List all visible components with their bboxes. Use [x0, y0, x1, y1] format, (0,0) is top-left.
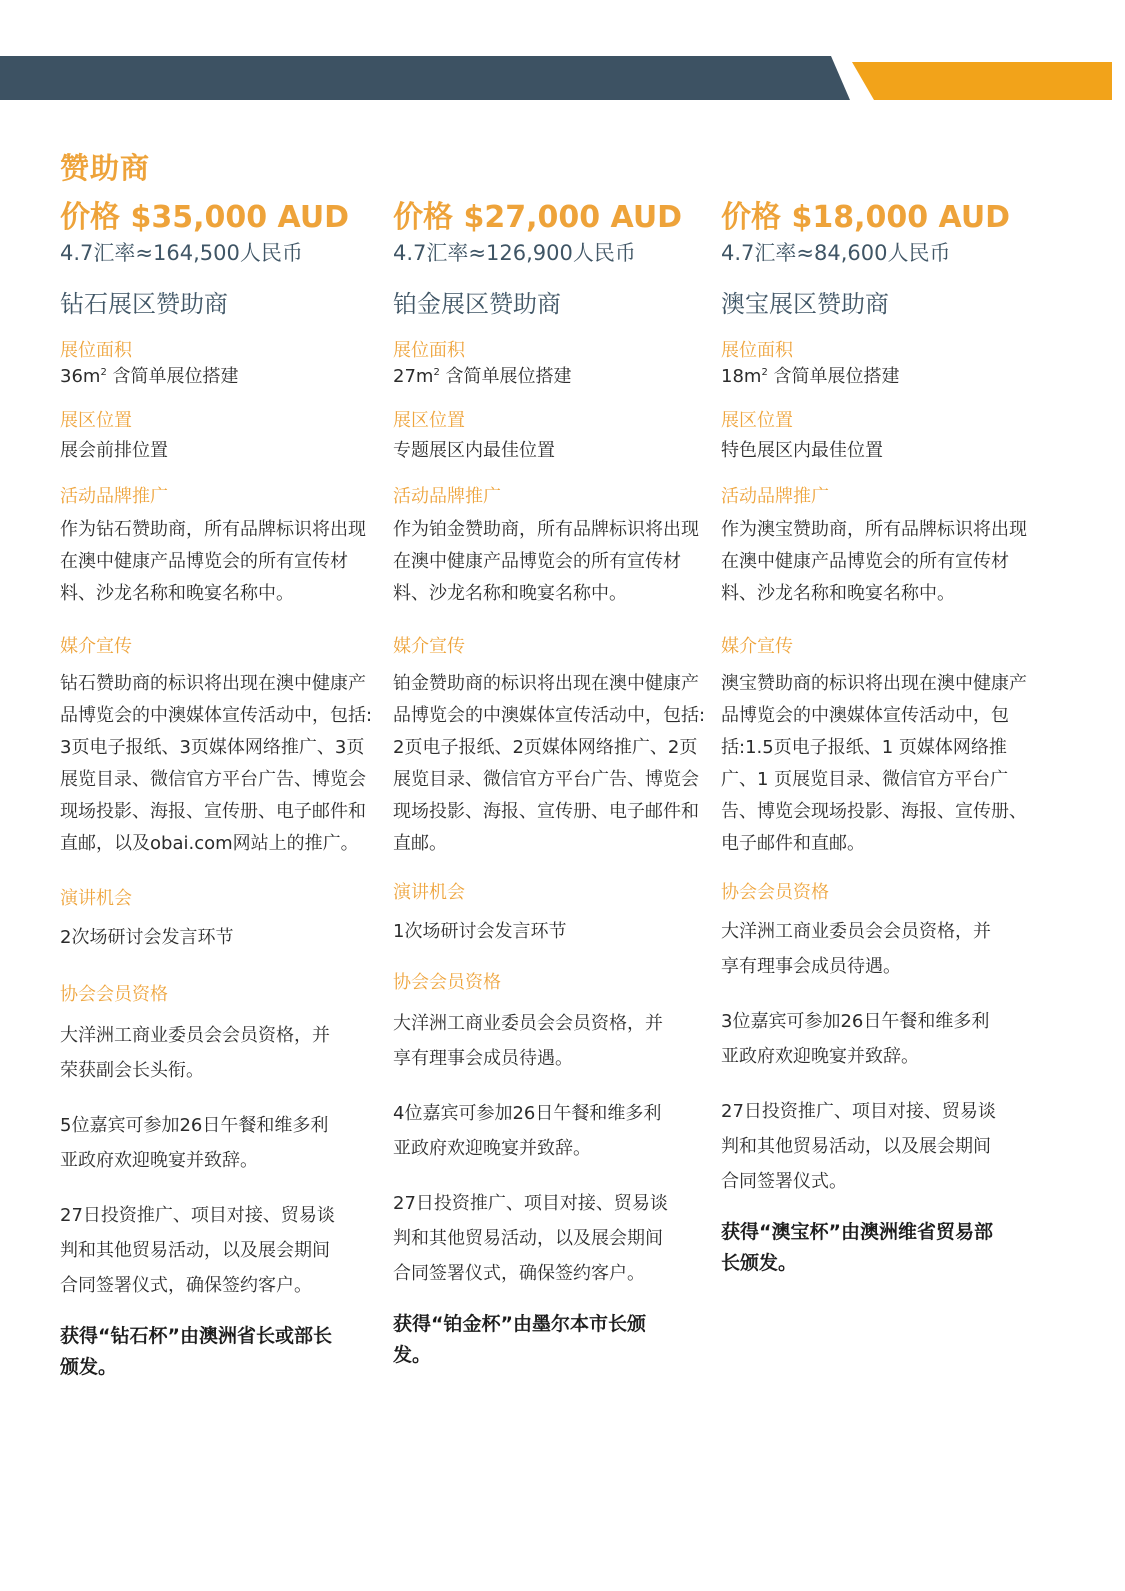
media-text: 钻石赞助商的标识将出现在澳中健康产品博览会的中澳媒体宣传活动中，包括: 3页电子报纸、3页媒体网络推广、3页展览目录、微信官方平台广告、博览会现场投影、海报、宣传册、电子邮件和直邮，以及obai.com网站上的推广。 — [60, 673, 373, 854]
brand-text: 作为铂金赞助商，所有品牌标识将出现在澳中健康产品博览会的所有宣传材料、沙龙名称和晚宴名称中。 — [393, 519, 699, 604]
label-location: 展区位置 — [721, 410, 793, 431]
label-brand: 活动品牌推广 — [721, 486, 829, 507]
tier-opal — [721, 198, 1041, 1279]
label-location: 展区位置 — [393, 410, 465, 431]
award-text: 获得“钻石杯”由澳洲省长或部长颁发。 — [60, 1325, 332, 1378]
trade-text: 27日投资推广、项目对接、贸易谈判和其他贸易活动，以及展会期间合同签署仪式，确保签约客户。 — [60, 1205, 335, 1296]
tier-zone: 钻石展区赞助商 — [60, 290, 228, 318]
speech-text: 1次场研讨会发言环节 — [393, 921, 567, 942]
guests-text: 4位嘉宾可参加26日午餐和维多利亚政府欢迎晚宴并致辞。 — [393, 1103, 662, 1159]
label-media: 媒介宣传 — [393, 636, 465, 657]
label-speech: 演讲机会 — [60, 888, 132, 909]
award-text: 获得“铂金杯”由墨尔本市长颁发。 — [393, 1313, 646, 1366]
tier-price: 价格 $27,000 AUD — [393, 200, 683, 235]
trade-text: 27日投资推广、项目对接、贸易谈判和其他贸易活动，以及展会期间合同签署仪式。 — [721, 1101, 996, 1192]
tier-price: 价格 $18,000 AUD — [721, 200, 1011, 235]
membership-text: 大洋洲工商业委员会会员资格，并荣获副会长头衔。 — [60, 1025, 330, 1081]
area-value: $36m^2$ 含简单展位搭建 — [60, 366, 239, 387]
media-text: 澳宝赞助商的标识将出现在澳中健康产品博览会的中澳媒体宣传活动中，包括:1.5页电子报纸、1 页媒体网络推广、1 页展览目录、微信官方平台广告、博览会现场投影、海报、宣传册、电子邮件和直邮。 — [721, 673, 1027, 854]
award-text: 获得“澳宝杯”由澳洲维省贸易部长颁发。 — [721, 1221, 993, 1274]
label-area: 展位面积 — [60, 340, 132, 361]
area-value: $18m^2$ 含简单展位搭建 — [721, 366, 900, 387]
page-title: 赞助商 — [60, 151, 151, 185]
label-location: 展区位置 — [60, 410, 132, 431]
label-brand: 活动品牌推广 — [60, 486, 168, 507]
label-area: 展位面积 — [393, 340, 465, 361]
media-text: 铂金赞助商的标识将出现在澳中健康产品博览会的中澳媒体宣传活动中，包括: 2页电子报纸、2页媒体网络推广、2页展览目录、微信官方平台广告、博览会现场投影、海报、宣传册、电子邮件和直邮。 — [393, 673, 706, 854]
label-speech: 演讲机会 — [393, 882, 465, 903]
label-media: 媒介宣传 — [721, 636, 793, 657]
brand-text: 作为钻石赞助商，所有品牌标识将出现在澳中健康产品博览会的所有宣传材料、沙龙名称和晚宴名称中。 — [60, 519, 366, 604]
guests-text: 3位嘉宾可参加26日午餐和维多利亚政府欢迎晚宴并致辞。 — [721, 1011, 990, 1067]
brand-text: 作为澳宝赞助商，所有品牌标识将出现在澳中健康产品博览会的所有宣传材料、沙龙名称和晚宴名称中。 — [721, 519, 1027, 604]
label-brand: 活动品牌推广 — [393, 486, 501, 507]
area-value: $27m^2$ 含简单展位搭建 — [393, 366, 572, 387]
tier-rmb: 4.7汇率≈126,900人民币 — [393, 241, 636, 265]
header-band-dark — [0, 56, 850, 100]
location-value: 专题展区内最佳位置 — [393, 440, 555, 461]
label-membership: 协会会员资格 — [721, 882, 829, 903]
membership-text: 大洋洲工商业委员会会员资格，并享有理事会成员待遇。 — [721, 921, 991, 977]
tier-rmb: 4.7汇率≈84,600人民币 — [721, 241, 951, 265]
tier-zone: 澳宝展区赞助商 — [721, 290, 889, 318]
speech-text: 2次场研讨会发言环节 — [60, 927, 234, 948]
tier-zone: 铂金展区赞助商 — [393, 290, 561, 318]
label-membership: 协会会员资格 — [60, 984, 168, 1005]
membership-text: 大洋洲工商业委员会会员资格，并享有理事会成员待遇。 — [393, 1013, 663, 1069]
trade-text: 27日投资推广、项目对接、贸易谈判和其他贸易活动，以及展会期间合同签署仪式，确保签约客户。 — [393, 1193, 668, 1284]
label-area: 展位面积 — [721, 340, 793, 361]
header-band — [0, 56, 1125, 100]
tier-rmb: 4.7汇率≈164,500人民币 — [60, 241, 303, 265]
tier-price: 价格 $35,000 AUD — [60, 200, 350, 235]
label-media: 媒介宣传 — [60, 636, 132, 657]
tier-diamond — [60, 198, 380, 1383]
location-value: 特色展区内最佳位置 — [721, 440, 883, 461]
tier-platinum — [393, 198, 713, 1371]
guests-text: 5位嘉宾可参加26日午餐和维多利亚政府欢迎晚宴并致辞。 — [60, 1115, 329, 1171]
label-membership: 协会会员资格 — [393, 972, 501, 993]
location-value: 展会前排位置 — [60, 440, 168, 461]
header-band-orange — [852, 62, 1112, 100]
